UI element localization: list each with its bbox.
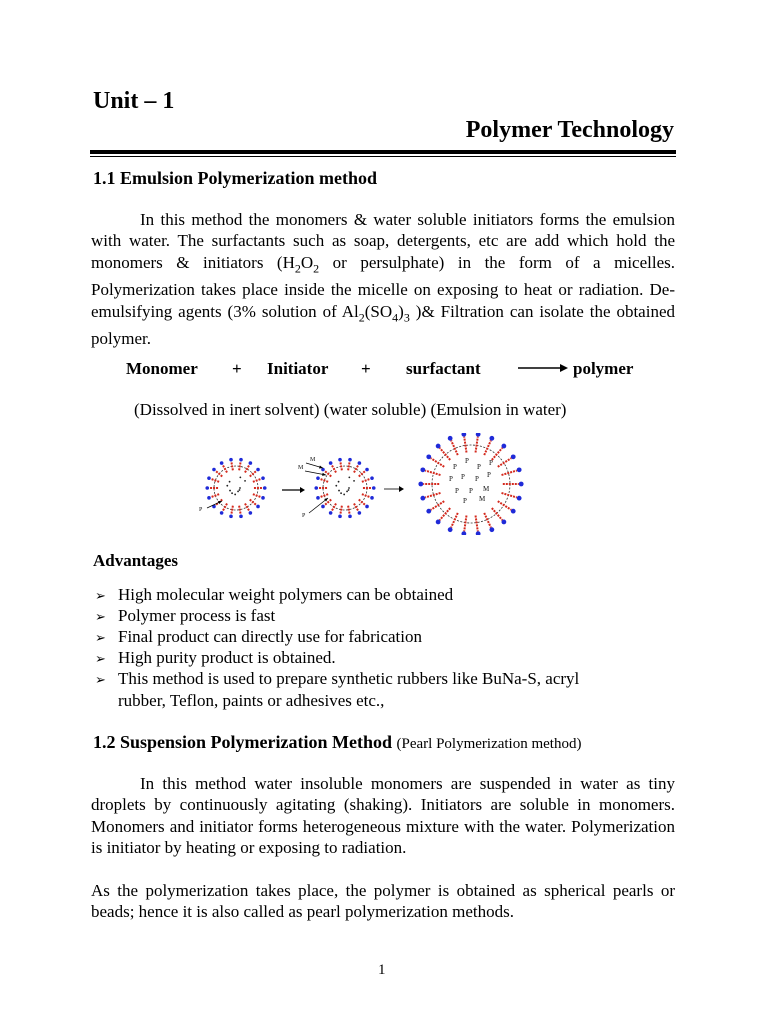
small-micelle-2-surfactant-head: [365, 468, 369, 472]
bullet-arrow-icon: ➢: [95, 651, 106, 666]
small-micelle-2-boundary: [323, 466, 367, 510]
subscript: 2: [313, 260, 320, 275]
small-micelle-1-surfactant-tail: [245, 504, 250, 512]
small-micelle-1-surfactant-tail: [239, 506, 241, 515]
micelle-content-dot: [335, 485, 337, 487]
micelle-label: P: [461, 473, 465, 481]
bullet-arrow-icon: ➢: [95, 588, 106, 603]
micelle-content-dot: [348, 476, 350, 478]
large-micelle-surfactant-head: [436, 444, 441, 449]
micelle-label: P: [455, 487, 459, 495]
small-micelle-2-surfactant-head: [348, 515, 352, 519]
micelle-content-dot: [234, 494, 236, 496]
large-micelle-surfactant-head: [476, 433, 481, 437]
small-micelle-1-surfactant-head: [249, 461, 253, 465]
small-micelle-1-surfactant-tail: [231, 506, 233, 515]
suspension-paragraph-text: In this method water insoluble monomers are suspended in water as tiny droplets by continuously agitating (shaking). Initiators are soluble in monomers. Monomers and initiator forms heterogeneous mixture with the water. Polymerization is initiator by heating or exposing to radiation.: [91, 774, 675, 857]
pointer-label: M: [298, 465, 304, 471]
paragraph-segment: ): [398, 301, 404, 321]
small-micelle-1-surfactant-head: [239, 515, 243, 519]
micelle-content-dot: [229, 481, 231, 483]
large-micelle-surfactant-head: [501, 444, 506, 449]
unit-heading: Unit – 1: [93, 88, 175, 114]
micelle-content-dot: [340, 492, 342, 494]
advantage-text: High molecular weight polymers can be obtained: [118, 585, 454, 604]
large-micelle-surfactant-tail: [498, 458, 511, 467]
large-micelle-surfactant-tail: [431, 458, 444, 467]
paragraph-segment: or persulphate) in the form of a micelles. Polymerization takes place inside the micelle on exposing to heat or radiation. De-emulsifying agents (3% solution of Al: [91, 252, 675, 321]
micelle-label: M: [479, 495, 486, 503]
pointer-label: P: [302, 513, 306, 519]
section-heading-note: (Pearl Polymerization method): [396, 736, 582, 752]
small-micelle-2-surfactant-tail: [332, 504, 337, 512]
micelle-label: P: [489, 459, 493, 467]
large-micelle-surfactant-head: [519, 482, 524, 487]
large-micelle-surfactant-head: [461, 531, 466, 535]
equation-surfactant: surfactant: [406, 359, 481, 378]
small-micelle-2-surfactant-head: [338, 515, 342, 519]
micelle-content-dot: [231, 492, 233, 494]
micelle-label: M: [483, 485, 490, 493]
process-arrow-icon-head: [399, 486, 404, 492]
large-micelle-surfactant-tail: [476, 515, 478, 531]
advantage-item: [95, 605, 675, 627]
small-micelle-1-surfactant-tail: [253, 494, 261, 497]
section-heading-text: 1.2 Suspension Polymerization Method: [93, 732, 393, 752]
subscript: 2: [294, 260, 301, 275]
large-micelle-surfactant-head: [511, 454, 516, 459]
small-micelle-2-surfactant-head: [370, 496, 374, 500]
micelle-label: P: [477, 463, 481, 471]
large-micelle-surfactant-head: [517, 467, 522, 472]
large-micelle-surfactant-head: [448, 527, 453, 532]
page-number: 1: [378, 962, 386, 978]
micelle-content-dot: [348, 489, 350, 491]
paragraph-segment: O: [300, 252, 314, 272]
small-micelle-2-surfactant-head: [321, 468, 325, 472]
large-micelle-surfactant-head: [420, 496, 425, 501]
large-micelle-surfactant-head: [461, 433, 466, 437]
section-heading-emulsion: 1.1 Emulsion Polymerization method: [93, 168, 377, 188]
small-micelle-1-boundary: [214, 466, 258, 510]
large-micelle-surfactant-tail: [498, 501, 511, 510]
equation-monomer: Monomer: [126, 359, 198, 378]
micelle-content-dot: [348, 487, 350, 489]
small-micelle-2-surfactant-head: [338, 458, 342, 462]
small-micelle-1-surfactant-head: [256, 468, 260, 472]
micelle-label: P: [453, 463, 457, 471]
micelle-content-dot: [338, 490, 340, 492]
pearl-paragraph: As the polymerization takes place, the polymer is obtained as spherical pearls or beads; hence it is also called as pearl polymerization methods.: [91, 881, 675, 922]
small-micelle-2-surfactant-tail: [340, 461, 342, 470]
small-micelle-1-surfactant-head: [261, 496, 265, 500]
large-micelle-surfactant-tail: [464, 515, 466, 531]
micelle-content-dot: [353, 480, 355, 482]
advantage-text: Final product can directly use for fabrication: [118, 627, 422, 646]
micelle-label: P: [475, 475, 479, 483]
micelle-content-dot: [343, 494, 345, 496]
small-micelle-2-surfactant-head: [358, 461, 362, 465]
small-micelle-2-surfactant-tail: [362, 494, 370, 497]
bullet-arrow-icon: ➢: [95, 609, 106, 624]
section-heading-suspension: [93, 732, 581, 753]
large-micelle-surfactant-head: [448, 436, 453, 441]
advantage-item: [95, 584, 675, 606]
small-micelle-1-surfactant-head: [261, 476, 265, 480]
micelle-content-dot: [346, 491, 348, 493]
large-micelle-surfactant-head: [420, 467, 425, 472]
small-micelle-2-surfactant-head: [321, 505, 325, 509]
small-micelle-2-surfactant-head: [370, 476, 374, 480]
small-micelle-1-surfactant-head: [205, 486, 209, 490]
micelle-content-dot: [239, 489, 241, 491]
small-micelle-1-surfactant-tail: [239, 461, 241, 470]
pointer-arrow-icon: [322, 473, 326, 476]
small-micelle-1-surfactant-head: [256, 505, 260, 509]
small-micelle-2-surfactant-head: [358, 511, 362, 515]
small-micelle-1-surfactant-head: [239, 458, 243, 462]
large-micelle-surfactant-tail: [502, 493, 517, 498]
small-micelle-2-surfactant-tail: [354, 504, 359, 512]
large-micelle-surfactant-tail: [451, 513, 458, 528]
large-micelle-surfactant-tail: [484, 441, 491, 456]
suspension-paragraph: [91, 773, 675, 858]
pointer-label: P: [199, 507, 203, 513]
advantage-text: This method is used to prepare synthetic rubbers like BuNa-S, acryl: [118, 669, 580, 688]
subscript: 3: [403, 309, 410, 324]
small-micelle-2-surfactant-tail: [348, 506, 350, 515]
small-micelle-2-surfactant-head: [316, 476, 320, 480]
small-micelle-1-surfactant-head: [249, 511, 253, 515]
equation-product: polymer: [573, 359, 634, 378]
advantage-text: High purity product is obtained.: [118, 648, 336, 667]
micelle-content-dot: [226, 485, 228, 487]
bullet-arrow-icon: ➢: [95, 630, 106, 645]
small-micelle-2-surfactant-tail: [320, 494, 328, 497]
small-micelle-1-surfactant-head: [220, 511, 224, 515]
small-micelle-1-surfactant-head: [263, 486, 267, 490]
large-micelle-surfactant-tail: [440, 448, 450, 460]
paragraph-segment: In this method the monomers & water soluble initiators forms the emulsion with water. The surfactants such as soap, detergents, etc are add which hold the monomers & initiators (H: [91, 210, 675, 272]
small-micelle-2-surfactant-tail: [324, 471, 331, 477]
equation-note: (Dissolved in inert solvent) (water soluble) (Emulsion in water): [134, 400, 567, 419]
small-micelle-2-surfactant-head: [329, 461, 333, 465]
large-micelle-boundary: [432, 445, 510, 523]
small-micelle-1-surfactant-tail: [211, 494, 219, 497]
large-micelle-surfactant-tail: [425, 471, 440, 476]
paragraph-segment: (SO: [364, 301, 393, 321]
small-micelle-1-surfactant-tail: [215, 471, 222, 477]
subscript: 4: [392, 309, 399, 324]
micelle-label: P: [449, 475, 453, 483]
equation-plus-1: +: [232, 359, 242, 378]
small-micelle-1-surfactant-head: [212, 468, 216, 472]
reaction-arrow-icon: [518, 361, 568, 375]
process-arrow-icon-head: [300, 487, 305, 493]
small-micelle-1-surfactant-head: [207, 496, 211, 500]
small-micelle-2-surfactant-head: [316, 496, 320, 500]
small-micelle-2-surfactant-head: [329, 511, 333, 515]
small-micelle-2-surfactant-head: [372, 486, 376, 490]
large-micelle-surfactant-head: [418, 482, 423, 487]
emulsion-paragraph-text: [91, 210, 675, 348]
paragraph-segment: )& Filtration can isolate the obtained polymer.: [91, 301, 675, 349]
large-micelle-surfactant-head: [511, 509, 516, 514]
large-micelle-surfactant-tail: [476, 437, 478, 453]
large-micelle-surfactant-head: [489, 527, 494, 532]
micelle-label: P: [465, 457, 469, 465]
bullet-arrow-icon: ➢: [95, 672, 106, 687]
micelle-content-dot: [338, 481, 340, 483]
large-micelle-surfactant-head: [426, 454, 431, 459]
large-micelle-surfactant-head: [489, 436, 494, 441]
title-rule-thin: [90, 156, 676, 157]
micelle-label: P: [469, 487, 473, 495]
micelle-content-dot: [237, 491, 239, 493]
small-micelle-2-surfactant-head: [314, 486, 318, 490]
large-micelle-surfactant-head: [517, 496, 522, 501]
pointer-label: M: [310, 457, 316, 463]
large-micelle-surfactant-tail: [492, 508, 502, 520]
pointer-arrow-icon: [319, 465, 323, 468]
micelle-diagram: [198, 433, 558, 535]
large-micelle-surfactant-tail: [431, 501, 444, 510]
small-micelle-1-surfactant-head: [229, 515, 233, 519]
small-micelle-1-surfactant-tail: [231, 461, 233, 470]
advantages-heading: Advantages: [93, 551, 179, 570]
equation-initiator: Initiator: [267, 359, 329, 378]
micelle-label: P: [487, 471, 491, 479]
micelle-label: P: [463, 497, 467, 505]
advantage-text: Polymer process is fast: [118, 606, 276, 625]
emulsion-paragraph: [91, 209, 675, 350]
small-micelle-1-surfactant-head: [229, 458, 233, 462]
large-micelle-surfactant-head: [426, 509, 431, 514]
large-micelle-surfactant-head: [476, 531, 481, 535]
small-micelle-2-surfactant-tail: [340, 506, 342, 515]
small-micelle-2-surfactant-head: [348, 458, 352, 462]
micelle-content-dot: [229, 490, 231, 492]
large-micelle-surfactant-head: [436, 520, 441, 525]
micelle-content-dot: [239, 476, 241, 478]
advantage-item: [95, 668, 675, 711]
small-micelle-1-surfactant-tail: [223, 504, 228, 512]
advantage-text-continued: rubber, Teflon, paints or adhesives etc.,: [118, 691, 385, 710]
subscript: 2: [358, 309, 365, 324]
title-rule-thick: [90, 150, 676, 154]
large-micelle-surfactant-head: [501, 520, 506, 525]
small-micelle-1-surfactant-head: [220, 461, 224, 465]
micelle-content-dot: [244, 480, 246, 482]
large-micelle-surfactant-tail: [464, 437, 466, 453]
small-micelle-1-surfactant-head: [207, 476, 211, 480]
advantage-item: [95, 626, 675, 648]
equation-plus-2: +: [361, 359, 371, 378]
document-title: Polymer Technology: [465, 117, 674, 143]
micelle-content-dot: [239, 487, 241, 489]
large-micelle-surfactant-tail: [492, 448, 502, 460]
large-micelle-surfactant-tail: [440, 508, 450, 520]
small-micelle-2-surfactant-tail: [348, 461, 350, 470]
small-micelle-2-surfactant-head: [365, 505, 369, 509]
advantage-item: [95, 647, 675, 669]
